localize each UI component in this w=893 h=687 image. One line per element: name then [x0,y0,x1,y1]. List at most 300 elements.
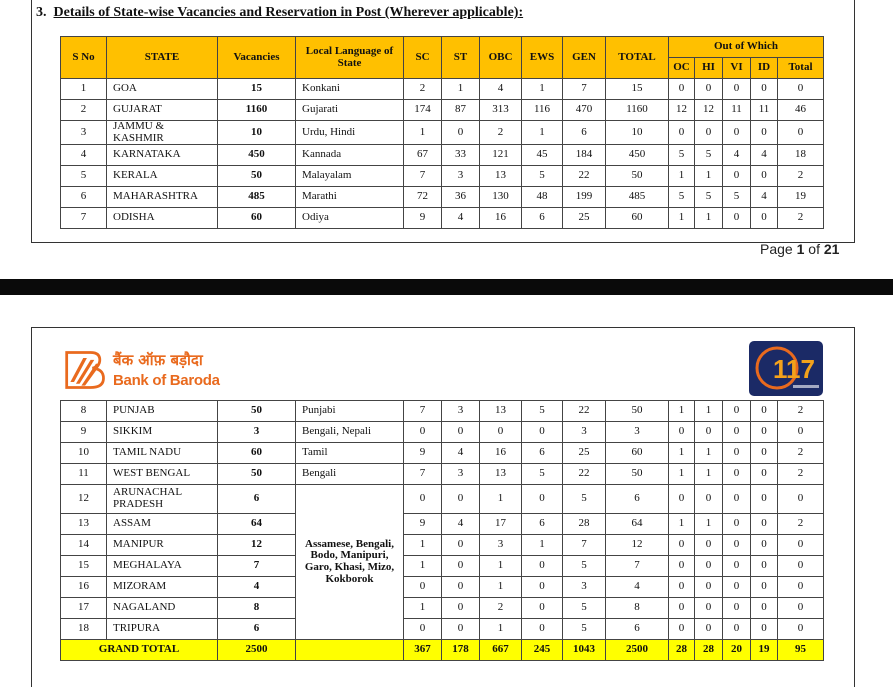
cell-obc: 13 [480,464,522,485]
cell-st: 178 [442,640,480,661]
cell-pwd: 0 [778,577,824,598]
cell-vi: 4 [723,145,751,166]
cell-obc: 1 [480,485,522,514]
cell-vi: 0 [723,401,751,422]
cell-obc: 121 [480,145,522,166]
cell-vi: 11 [723,100,751,121]
cell-hi: 1 [695,464,723,485]
cell-st: 0 [442,619,480,640]
cell-sno: 2 [61,100,107,121]
header-vacancies: Vacancies [218,37,296,79]
cell-vi: 0 [723,556,751,577]
cell-id: 0 [751,79,778,100]
cell-state: JAMMU & KASHMIR [107,121,218,145]
cell-st: 3 [442,401,480,422]
cell-oc: 1 [669,464,695,485]
cell-sno: 1 [61,79,107,100]
cell-vi: 0 [723,485,751,514]
cell-grand-total-label: GRAND TOTAL [61,640,218,661]
cell-total: 50 [606,401,669,422]
header-obc: OBC [480,37,522,79]
cell-sc: 1 [404,598,442,619]
cell-vi: 20 [723,640,751,661]
cell-obc: 2 [480,598,522,619]
cell-sno: 9 [61,422,107,443]
cell-state: MEGHALAYA [107,556,218,577]
cell-language: Marathi [296,187,404,208]
cell-vacancies: 4 [218,577,296,598]
cell-vacancies: 64 [218,514,296,535]
cell-hi: 5 [695,187,723,208]
cell-gen: 184 [563,145,606,166]
cell-vi: 0 [723,598,751,619]
cell-oc: 0 [669,485,695,514]
cell-state: TRIPURA [107,619,218,640]
cell-language: Bengali [296,464,404,485]
cell-state: GUJARAT [107,100,218,121]
cell-obc: 13 [480,401,522,422]
cell-sno: 12 [61,485,107,514]
cell-vi: 0 [723,619,751,640]
cell-id: 0 [751,208,778,229]
cell-sc: 0 [404,422,442,443]
table-row [61,422,824,443]
cell-state: PUNJAB [107,401,218,422]
cell-gen: 5 [563,619,606,640]
cell-state: SIKKIM [107,422,218,443]
cell-gen: 22 [563,464,606,485]
cell-hi: 1 [695,166,723,187]
cell-st: 0 [442,598,480,619]
header-pwd-total: Total [778,58,824,79]
cell-language-ne-group: Assamese, Bengali, Bodo, Manipuri, Garo, Khasi, Mizo, Kokborok [296,485,404,640]
cell-total: 4 [606,577,669,598]
cell-sno: 14 [61,535,107,556]
table-row [61,556,824,577]
cell-pwd: 0 [778,556,824,577]
cell-oc: 1 [669,443,695,464]
cell-obc: 2 [480,121,522,145]
cell-obc: 1 [480,577,522,598]
cell-gen: 5 [563,485,606,514]
cell-st: 3 [442,464,480,485]
cell-gen: 22 [563,401,606,422]
cell-id: 0 [751,401,778,422]
cell-gen: 7 [563,535,606,556]
cell-gen: 5 [563,598,606,619]
cell-pwd: 0 [778,598,824,619]
cell-vacancies: 50 [218,166,296,187]
cell-pwd: 18 [778,145,824,166]
cell-id: 0 [751,485,778,514]
cell-oc: 0 [669,422,695,443]
table-row [61,208,824,229]
cell-gen: 3 [563,577,606,598]
cell-state: MAHARASHTRA [107,187,218,208]
cell-vacancies: 450 [218,145,296,166]
cell-id: 0 [751,166,778,187]
cell-oc: 12 [669,100,695,121]
section-heading [36,5,523,21]
cell-total: 15 [606,79,669,100]
cell-st: 0 [442,556,480,577]
cell-vacancies: 485 [218,187,296,208]
cell-vi: 0 [723,443,751,464]
cell-hi: 5 [695,145,723,166]
cell-ews: 0 [522,619,563,640]
table-row [61,166,824,187]
cell-oc: 0 [669,577,695,598]
cell-id: 0 [751,577,778,598]
cell-hi: 0 [695,619,723,640]
table-row [61,514,824,535]
cell-st: 33 [442,145,480,166]
cell-vacancies: 3 [218,422,296,443]
cell-ews: 1 [522,121,563,145]
cell-pwd: 2 [778,443,824,464]
cell-pwd: 19 [778,187,824,208]
cell-ews: 1 [522,79,563,100]
cell-st: 4 [442,443,480,464]
cell-sno: 17 [61,598,107,619]
cell-language: Urdu, Hindi [296,121,404,145]
cell-sno: 6 [61,187,107,208]
cell-st: 4 [442,208,480,229]
cell-vacancies: 12 [218,535,296,556]
vacancy-table-page-2 [60,400,824,661]
cell-sc: 9 [404,514,442,535]
cell-hi: 0 [695,535,723,556]
cell-state: WEST BENGAL [107,464,218,485]
cell-gen: 28 [563,514,606,535]
cell-state: MIZORAM [107,577,218,598]
cell-obc: 17 [480,514,522,535]
cell-gen: 1043 [563,640,606,661]
cell-sno: 10 [61,443,107,464]
cell-vi: 0 [723,577,751,598]
cell-language: Odiya [296,208,404,229]
cell-total: 64 [606,514,669,535]
cell-pwd: 2 [778,208,824,229]
cell-obc: 4 [480,79,522,100]
cell-vacancies: 10 [218,121,296,145]
cell-id: 4 [751,145,778,166]
cell-vi: 0 [723,422,751,443]
page-separator [0,279,893,295]
grand-total-row [61,640,824,661]
cell-vi: 0 [723,79,751,100]
table-row [61,535,824,556]
table-row [61,100,824,121]
cell-oc: 5 [669,145,695,166]
page-number: Page 1 of 21 [760,241,840,257]
cell-sno: 11 [61,464,107,485]
cell-vi: 0 [723,514,751,535]
cell-vacancies: 1160 [218,100,296,121]
cell-gen: 470 [563,100,606,121]
cell-sc: 174 [404,100,442,121]
cell-oc: 1 [669,208,695,229]
cell-gen: 22 [563,166,606,187]
cell-st: 0 [442,121,480,145]
cell-pwd: 0 [778,422,824,443]
cell-vi: 0 [723,208,751,229]
cell-hi: 1 [695,208,723,229]
cell-hi: 0 [695,577,723,598]
cell-gen: 6 [563,121,606,145]
cell-ews: 6 [522,443,563,464]
cell-total: 6 [606,619,669,640]
cell-sno: 5 [61,166,107,187]
table-row [61,145,824,166]
cell-ews: 45 [522,145,563,166]
cell-st: 0 [442,535,480,556]
vacancy-table-page-1 [60,36,824,229]
cell-ews: 0 [522,422,563,443]
cell-ews: 6 [522,514,563,535]
cell-ews: 5 [522,401,563,422]
table-row [61,577,824,598]
section-title: Details of State-wise Vacancies and Reservation in Post (Wherever applicable): [53,5,524,20]
cell-sno: 13 [61,514,107,535]
cell-vi: 0 [723,464,751,485]
cell-oc: 5 [669,187,695,208]
cell-total: 3 [606,422,669,443]
cell-pwd: 2 [778,464,824,485]
cell-sc: 1 [404,121,442,145]
cell-hi: 0 [695,485,723,514]
cell-sno: 8 [61,401,107,422]
cell-obc: 13 [480,166,522,187]
cell-state: ASSAM [107,514,218,535]
table-row [61,598,824,619]
cell-ews: 0 [522,485,563,514]
cell-pwd: 2 [778,401,824,422]
header-st: ST [442,37,480,79]
table-row [61,401,824,422]
cell-vacancies: 60 [218,443,296,464]
cell-st: 87 [442,100,480,121]
cell-sno: 18 [61,619,107,640]
cell-total: 8 [606,598,669,619]
cell-pwd: 0 [778,79,824,100]
cell-hi: 1 [695,443,723,464]
cell-st: 1 [442,79,480,100]
cell-language: Punjabi [296,401,404,422]
cell-obc: 16 [480,208,522,229]
cell-hi: 28 [695,640,723,661]
cell-total: 60 [606,208,669,229]
cell-vacancies: 6 [218,485,296,514]
cell-sc: 7 [404,166,442,187]
cell-hi: 0 [695,422,723,443]
header-oc: OC [669,58,695,79]
cell-id: 0 [751,422,778,443]
cell-obc: 1 [480,556,522,577]
header-sno: S No [61,37,107,79]
cell-oc: 1 [669,401,695,422]
table-row [61,121,824,145]
cell-hi: 0 [695,121,723,145]
cell-oc: 28 [669,640,695,661]
cell-state: ODISHA [107,208,218,229]
cell-sc: 1 [404,556,442,577]
cell-id: 0 [751,598,778,619]
header-gen: GEN [563,37,606,79]
cell-sc: 7 [404,401,442,422]
cell-vacancies: 6 [218,619,296,640]
cell-oc: 0 [669,556,695,577]
cell-oc: 0 [669,535,695,556]
cell-hi: 1 [695,514,723,535]
cell-total: 485 [606,187,669,208]
logo-hindi-text: बैंक ऑफ़ बड़ौदा [113,351,203,369]
cell-state: MANIPUR [107,535,218,556]
cell-ews: 6 [522,208,563,229]
cell-pwd: 0 [778,535,824,556]
cell-id: 19 [751,640,778,661]
logo-english-text: Bank of Baroda [113,372,220,389]
cell-pwd: 2 [778,166,824,187]
cell-total: 60 [606,443,669,464]
cell-oc: 0 [669,598,695,619]
cell-id: 0 [751,121,778,145]
cell-sc: 0 [404,485,442,514]
cell-vi: 0 [723,121,751,145]
header-ews: EWS [522,37,563,79]
table-row [61,187,824,208]
cell-state: TAMIL NADU [107,443,218,464]
cell-sc: 0 [404,619,442,640]
cell-gen: 25 [563,208,606,229]
cell-sc: 67 [404,145,442,166]
cell-gen: 25 [563,443,606,464]
cell-id: 0 [751,556,778,577]
cell-vacancies: 50 [218,401,296,422]
section-number: 3. [36,5,47,20]
cell-id: 0 [751,514,778,535]
cell-vacancies: 8 [218,598,296,619]
header-sc: SC [404,37,442,79]
cell-pwd: 2 [778,514,824,535]
cell-vacancies: 7 [218,556,296,577]
header-id: ID [751,58,778,79]
cell-st: 4 [442,514,480,535]
cell-total: 50 [606,166,669,187]
bank-logo-icon [63,347,109,393]
cell-obc: 16 [480,443,522,464]
cell-id: 0 [751,619,778,640]
cell-sno: 3 [61,121,107,145]
cell-pwd: 95 [778,640,824,661]
header-vi: VI [723,58,751,79]
cell-hi: 0 [695,79,723,100]
cell-ews: 48 [522,187,563,208]
cell-ews: 5 [522,464,563,485]
cell-sc: 9 [404,443,442,464]
cell-vi: 0 [723,535,751,556]
cell-sno: 16 [61,577,107,598]
cell-ews: 5 [522,166,563,187]
badge-number: 117 [773,354,815,384]
table-row [61,485,824,514]
cell-hi: 1 [695,401,723,422]
cell-total: 6 [606,485,669,514]
cell-ews: 0 [522,577,563,598]
cell-vi: 0 [723,166,751,187]
cell-sc: 72 [404,187,442,208]
cell-gen: 199 [563,187,606,208]
cell-language: Konkani [296,79,404,100]
header-hi: HI [695,58,723,79]
table-row [61,443,824,464]
header-state: STATE [107,37,218,79]
cell-gen: 5 [563,556,606,577]
cell-pwd: 0 [778,619,824,640]
cell-st: 0 [442,577,480,598]
cell-obc: 313 [480,100,522,121]
cell-st: 0 [442,485,480,514]
cell-st: 3 [442,166,480,187]
cell-sno: 15 [61,556,107,577]
cell-vacancies: 15 [218,79,296,100]
cell-sc: 1 [404,535,442,556]
cell-gen: 3 [563,422,606,443]
cell-ews: 0 [522,556,563,577]
anniversary-badge-icon [749,341,823,396]
cell-total: 12 [606,535,669,556]
cell-oc: 0 [669,121,695,145]
cell-obc: 1 [480,619,522,640]
cell-state: ARUNACHAL PRADESH [107,485,218,514]
cell-language: Kannada [296,145,404,166]
cell-vi: 5 [723,187,751,208]
cell-obc: 0 [480,422,522,443]
cell-sc: 7 [404,464,442,485]
cell-sc: 2 [404,79,442,100]
cell-hi: 0 [695,598,723,619]
header-out-of-which: Out of Which [669,37,824,58]
cell-state: NAGALAND [107,598,218,619]
cell-pwd: 46 [778,100,824,121]
table-row [61,464,824,485]
cell-language: Tamil [296,443,404,464]
cell-sno: 4 [61,145,107,166]
cell-id: 0 [751,443,778,464]
cell-oc: 1 [669,166,695,187]
cell-ews: 116 [522,100,563,121]
cell-st: 36 [442,187,480,208]
cell-sc: 367 [404,640,442,661]
cell-sc: 9 [404,208,442,229]
cell-oc: 1 [669,514,695,535]
cell-ews: 1 [522,535,563,556]
cell-total: 50 [606,464,669,485]
cell-language: Gujarati [296,100,404,121]
cell-language [296,640,404,661]
cell-vacancies: 2500 [218,640,296,661]
cell-id: 0 [751,464,778,485]
cell-language: Bengali, Nepali [296,422,404,443]
cell-hi: 0 [695,556,723,577]
cell-total: 450 [606,145,669,166]
cell-total: 7 [606,556,669,577]
cell-oc: 0 [669,619,695,640]
cell-id: 11 [751,100,778,121]
cell-vacancies: 60 [218,208,296,229]
cell-st: 0 [442,422,480,443]
cell-gen: 7 [563,79,606,100]
